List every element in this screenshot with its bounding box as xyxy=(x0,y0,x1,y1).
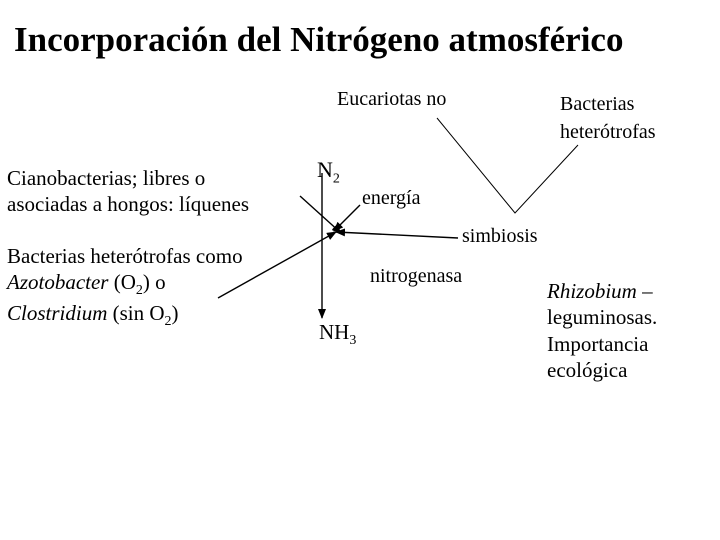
energia-label: energía xyxy=(362,187,421,209)
cyanobacteria-text: Cianobacterias; libres o asociadas a hongos: líquenes xyxy=(7,166,250,217)
symbiosis-v-connector xyxy=(437,118,578,213)
bacterias-label-line1: Bacterias xyxy=(560,93,635,115)
energy-arrow xyxy=(334,205,360,231)
bacterias-label-line2: heterótrofas xyxy=(560,121,656,143)
nitrogenasa-label: nitrogenasa xyxy=(370,265,463,287)
eucariotas-label: Eucariotas no xyxy=(337,88,447,110)
heterotrophic-bacteria-text: Bacterias heterótrofas como Azotobacter $(O_2)$ o Clostridium (sin $O_2$) xyxy=(7,244,243,330)
nh3-label: $NH_3$ xyxy=(319,320,357,349)
cyanobacteria-arrow xyxy=(300,196,341,233)
rhizobium-text: Rhizobium – leguminosas. Importancia ecológica xyxy=(547,279,658,382)
n2-label: $N_2$ xyxy=(317,157,340,187)
simbiosis-label: simbiosis xyxy=(462,225,538,247)
page-title: Incorporación del Nitrógeno atmosférico xyxy=(14,20,624,59)
symbiosis-arrow xyxy=(336,232,458,238)
